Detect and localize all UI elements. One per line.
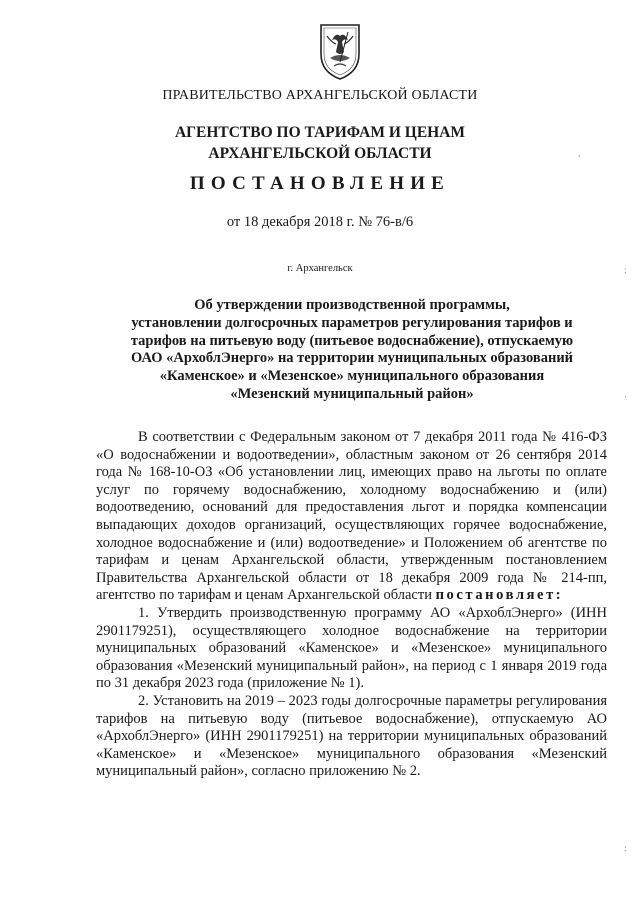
scan-mark: , [578,148,581,158]
document-type: ПОСТАНОВЛЕНИЕ [189,173,451,194]
document-body [96,429,607,781]
subject-line: «Каменское» и «Мезенское» муниципального образования [159,368,545,385]
subject-line: установлении долгосрочных параметров регулирования тарифов и [131,314,573,331]
document-subject [96,297,608,404]
agency-line: АГЕНТСТВО ПО ТАРИФАМ И ЦЕНАМ [174,124,466,141]
preamble-text: В соответствии с Федеральным законом от 7 декабря 2011 года № 416-ФЗ «О водоснабжении и водоотведении», областным законом от 26 сентября 2014 года № 168-10-ОЗ «Об установлении лиц, имеющих право на льготы по оплате услуг по горячему водоснабжению, холодному водоснабжению и (или) водоотведению, оснований для предоставления льгот и порядка компенсации выпадающих доходов организаций, осуществляющих горячее водоснабжение, холодное водоснабжение и (или) водоотведение» и Положением об агентстве по тарифам и ценам Архангельской области, утвержденным постановлением Правительства Архангельской области от 18 декабря 2009 года № 214-пп, агентство по тарифам и ценам Архангельской области [96,429,607,604]
subject-line: тарифов на питьевую воду (питьевое водоснабжение), отпускаемую [130,332,574,349]
subject-line: «Мезенский муниципальный район» [230,385,474,402]
item-1-paragraph: 1. Утвердить производственную программу АО «АрхоблЭнерго» (ИНН 2901179251), осуществляющего холодное водоснабжение на территории муниципальных образований «Каменское» и «Мезенское» муниципального образования «Мезенский муниципальный район», на период с 1 января 2019 года по 31 декабря 2023 года (приложение № 1). [96,604,607,692]
date-number: от 18 декабря 2018 г. № 76-в/6 [226,214,414,230]
item-2-paragraph: 2. Установить на 2019 – 2023 годы долгосрочные параметры регулирования тарифов на питьевую воду (питьевое водоснабжение), отпускаемую АО «АрхоблЭнерго» (ИНН 2901179251) на территории муниципальных образований «Каменское» и «Мезенское» муниципального образования «Мезенский муниципальный район», согласно приложению № 2. [96,692,607,780]
government-name: ПРАВИТЕЛЬСТВО АРХАНГЕЛЬСКОЙ ОБЛАСТИ [162,88,478,103]
scan-mark: · [624,392,627,402]
agency-name [0,122,640,164]
resolves-word: постановляет: [435,587,564,604]
subject-line: ОАО «АрхоблЭнерго» на территории муниципальных образований [130,350,574,367]
scan-mark: : [624,265,627,275]
subject-line: Об утверждении производственной программы, [194,297,510,313]
preamble-paragraph [96,429,607,605]
scan-mark: : [624,843,627,853]
coat-of-arms-icon [318,22,362,82]
agency-line: АРХАНГЕЛЬСКОЙ ОБЛАСТИ [208,145,432,162]
city: г. Архангельск [287,263,353,274]
